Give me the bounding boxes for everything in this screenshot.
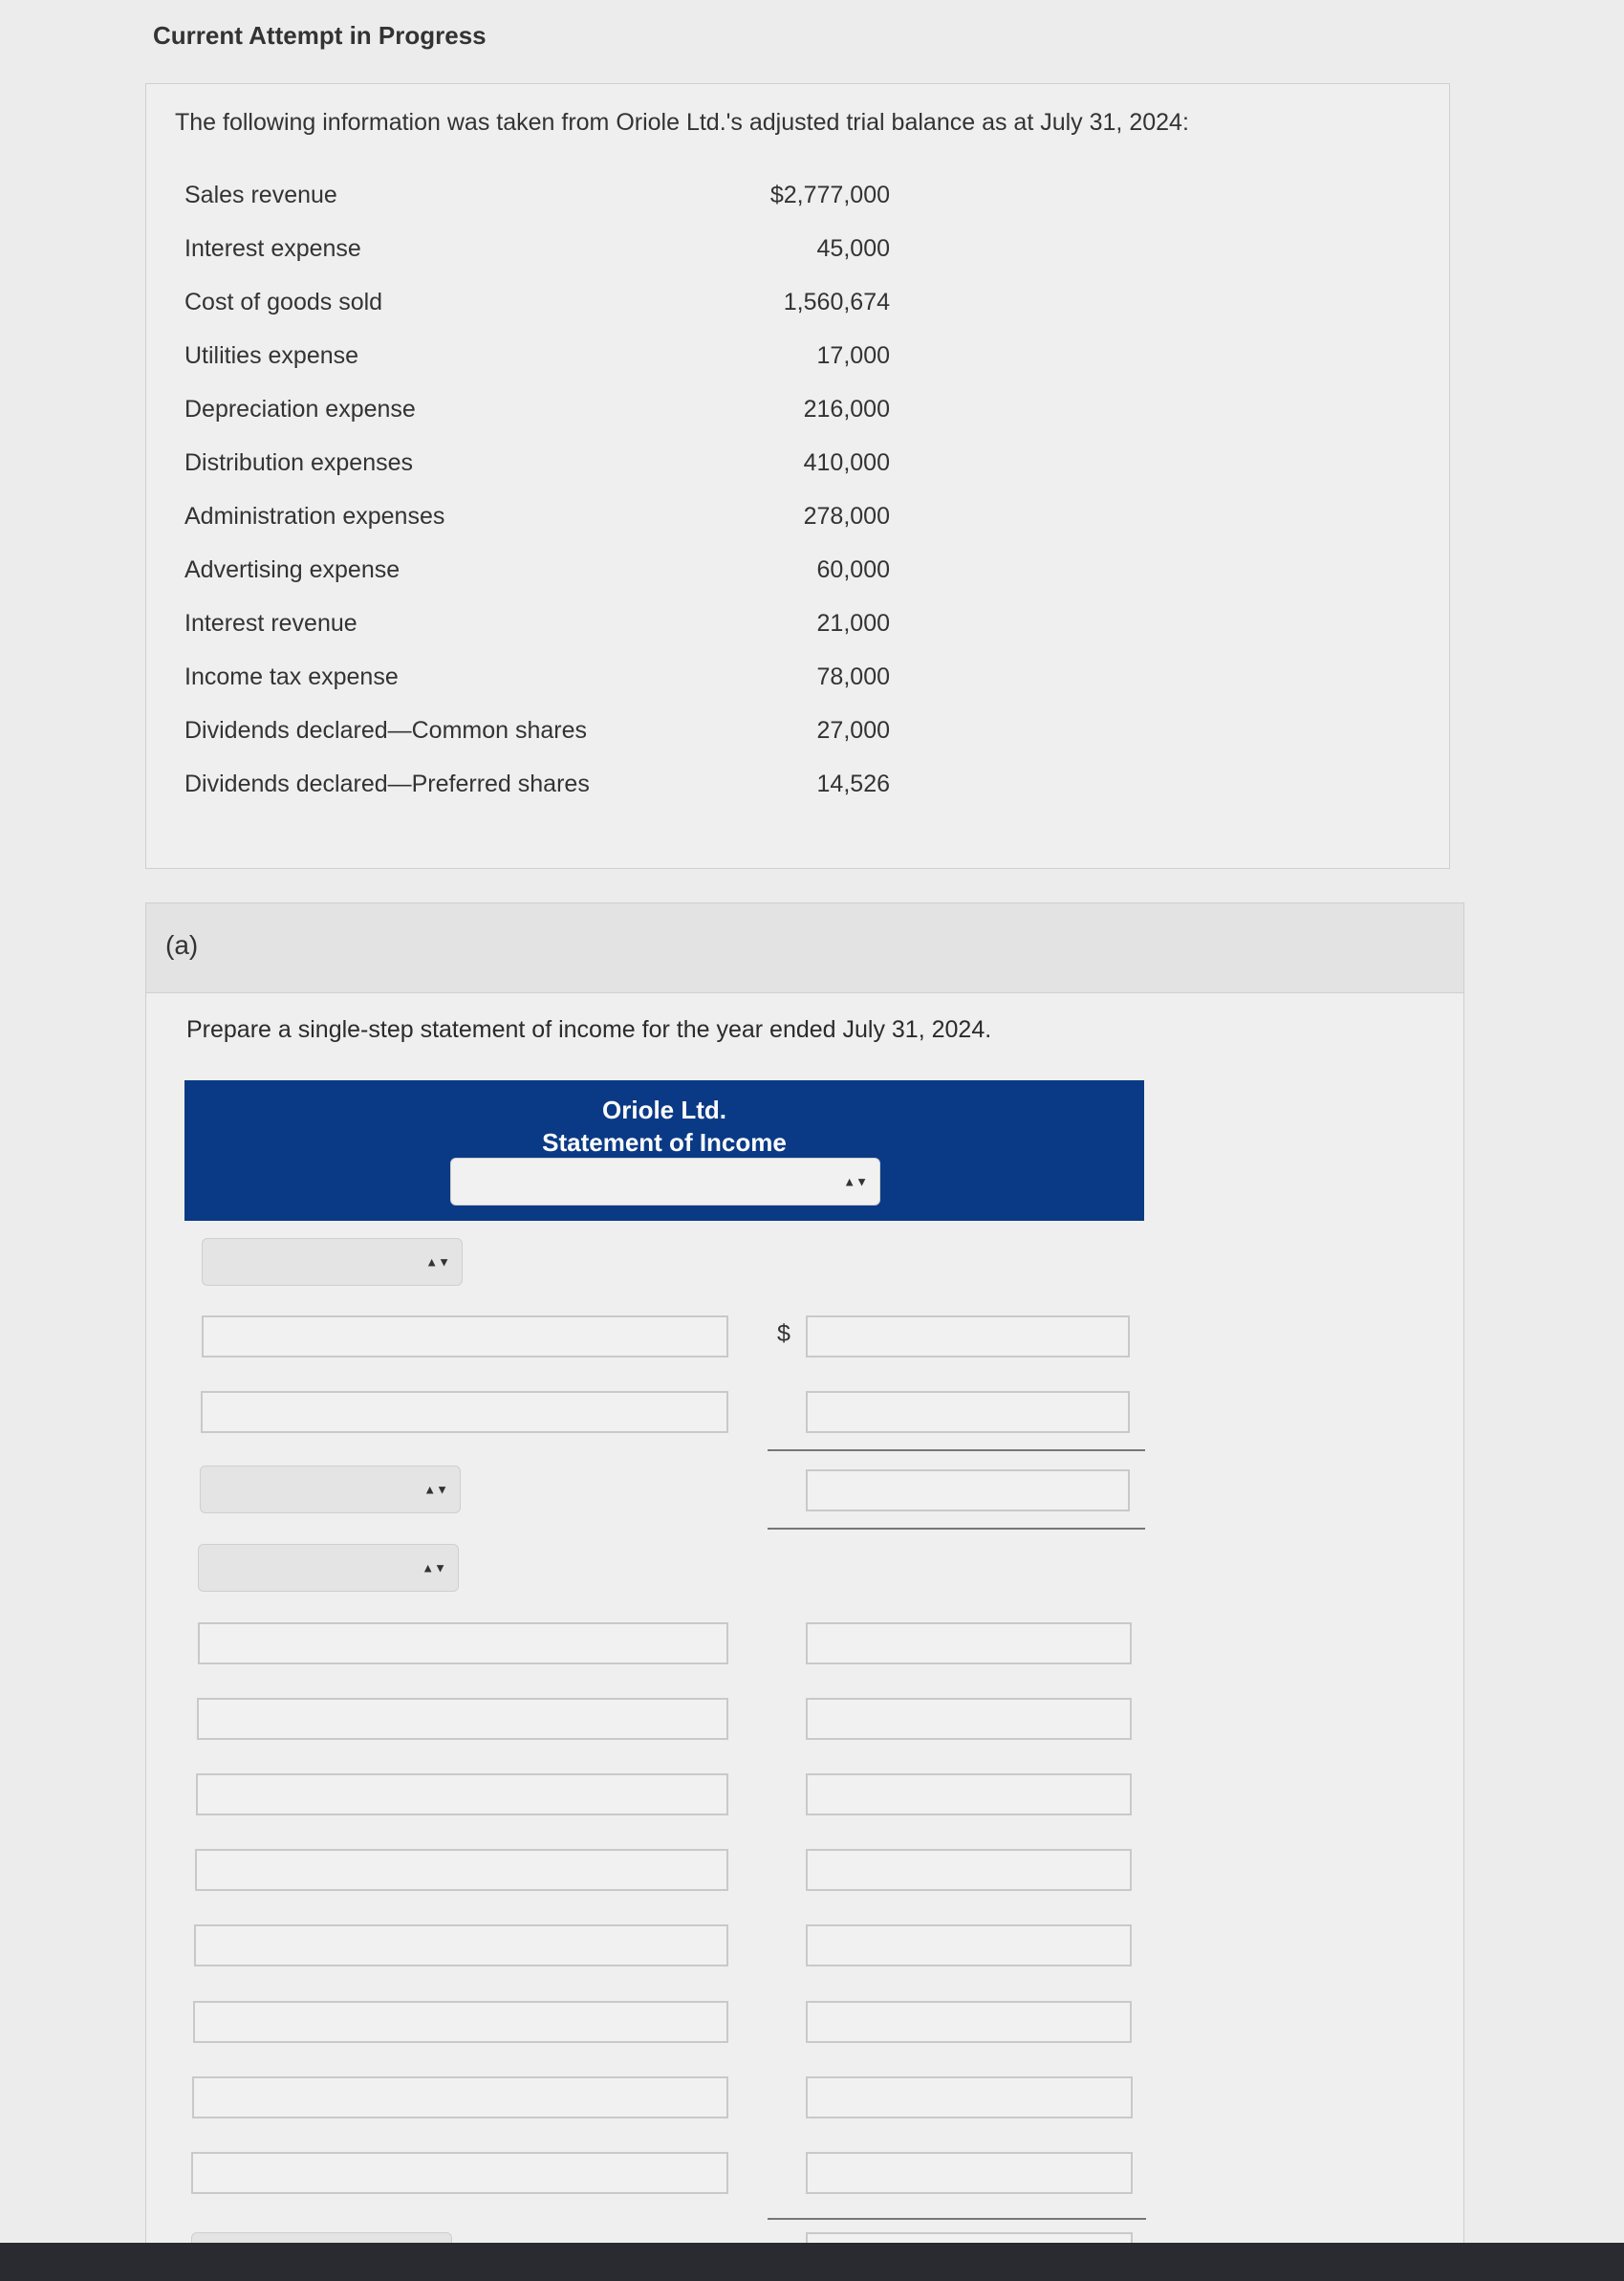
select-arrows-icon: ▲▼ [422, 1560, 446, 1575]
amount-input[interactable] [806, 1469, 1130, 1511]
account-value: 216,000 [803, 396, 890, 423]
trial-balance-row [146, 610, 911, 648]
amount-input[interactable] [806, 2152, 1133, 2194]
account-name-input[interactable] [197, 1698, 728, 1740]
part-letter: (a) [165, 930, 199, 960]
account-label: Interest expense [184, 235, 361, 262]
trial-balance-row [146, 663, 911, 702]
account-name-input[interactable] [193, 2001, 728, 2043]
account-label: Utilities expense [184, 342, 359, 369]
account-value: $2,777,000 [769, 182, 890, 208]
amount-input[interactable] [806, 1924, 1132, 1966]
part-a-card [145, 902, 1464, 2281]
account-name-input[interactable] [201, 1391, 728, 1433]
amount-input[interactable] [806, 2001, 1132, 2043]
trial-balance-row [146, 449, 911, 488]
account-value: 78,000 [816, 663, 890, 690]
account-value: 278,000 [803, 503, 890, 530]
account-label: Income tax expense [184, 663, 399, 690]
account-name-input[interactable] [198, 1622, 728, 1664]
account-value: 60,000 [816, 556, 890, 583]
trial-balance-row [146, 556, 911, 595]
trial-balance-row [146, 717, 911, 755]
account-label: Dividends declared—Common shares [184, 717, 588, 744]
account-value: 45,000 [816, 235, 890, 262]
statement-title: Statement of Income [542, 1128, 787, 1157]
trial-balance-card [145, 83, 1450, 869]
trial-balance-row [146, 396, 911, 434]
account-select[interactable] [200, 1466, 461, 1513]
select-arrows-icon: ▲▼ [843, 1174, 868, 1189]
amount-input[interactable] [806, 1315, 1130, 1358]
account-label: Cost of goods sold [184, 289, 383, 315]
account-value: 14,526 [816, 771, 890, 797]
total-rule [768, 1528, 1145, 1530]
account-value: 1,560,674 [783, 289, 890, 315]
account-value: 410,000 [803, 449, 890, 476]
bottom-bar [0, 2243, 1624, 2281]
amount-input[interactable] [806, 1773, 1132, 1815]
account-select[interactable] [198, 1544, 459, 1592]
account-name-input[interactable] [191, 2152, 728, 2194]
account-label: Dividends declared—Preferred shares [184, 771, 590, 797]
page-heading: Current Attempt in Progress [153, 21, 487, 50]
subtotal-rule [768, 1449, 1145, 1451]
account-value: 21,000 [816, 610, 890, 637]
account-name-input[interactable] [195, 1849, 728, 1891]
amount-input[interactable] [806, 1622, 1132, 1664]
trial-balance-row [146, 771, 911, 809]
account-label: Interest revenue [184, 610, 357, 637]
statement-header [184, 1080, 1144, 1221]
account-name-input[interactable] [192, 2076, 728, 2118]
statement-company-name: Oriole Ltd. [602, 1096, 726, 1124]
trial-balance-intro: The following information was taken from Oriole Ltd.'s adjusted trial balance as at July 31, 2024: [175, 109, 1189, 136]
statement-date-select[interactable] [450, 1158, 880, 1206]
select-arrows-icon: ▲▼ [425, 1254, 450, 1270]
trial-balance-row [146, 235, 911, 273]
account-value: 17,000 [816, 342, 890, 369]
account-select[interactable] [202, 1238, 463, 1286]
trial-balance-row [146, 182, 911, 220]
part-a-header [146, 903, 1463, 993]
account-value: 27,000 [816, 717, 890, 744]
select-arrows-icon: ▲▼ [423, 1482, 448, 1497]
amount-input[interactable] [806, 1849, 1132, 1891]
account-label: Distribution expenses [184, 449, 414, 476]
amount-input[interactable] [806, 1698, 1132, 1740]
amount-input[interactable] [806, 1391, 1130, 1433]
account-label: Depreciation expense [184, 396, 416, 423]
trial-balance-row [146, 289, 911, 327]
trial-balance-row [146, 503, 911, 541]
account-name-input[interactable] [202, 1315, 728, 1358]
currency-symbol: $ [777, 1320, 790, 1347]
account-name-input[interactable] [194, 1924, 728, 1966]
amount-input[interactable] [806, 2076, 1133, 2118]
account-name-input[interactable] [196, 1773, 728, 1815]
subtotal-rule [768, 2218, 1146, 2220]
account-label: Advertising expense [184, 556, 401, 583]
account-label: Sales revenue [184, 182, 337, 208]
trial-balance-row [146, 342, 911, 380]
account-label: Administration expenses [184, 503, 445, 530]
part-instruction: Prepare a single-step statement of income for the year ended July 31, 2024. [186, 1016, 992, 1043]
